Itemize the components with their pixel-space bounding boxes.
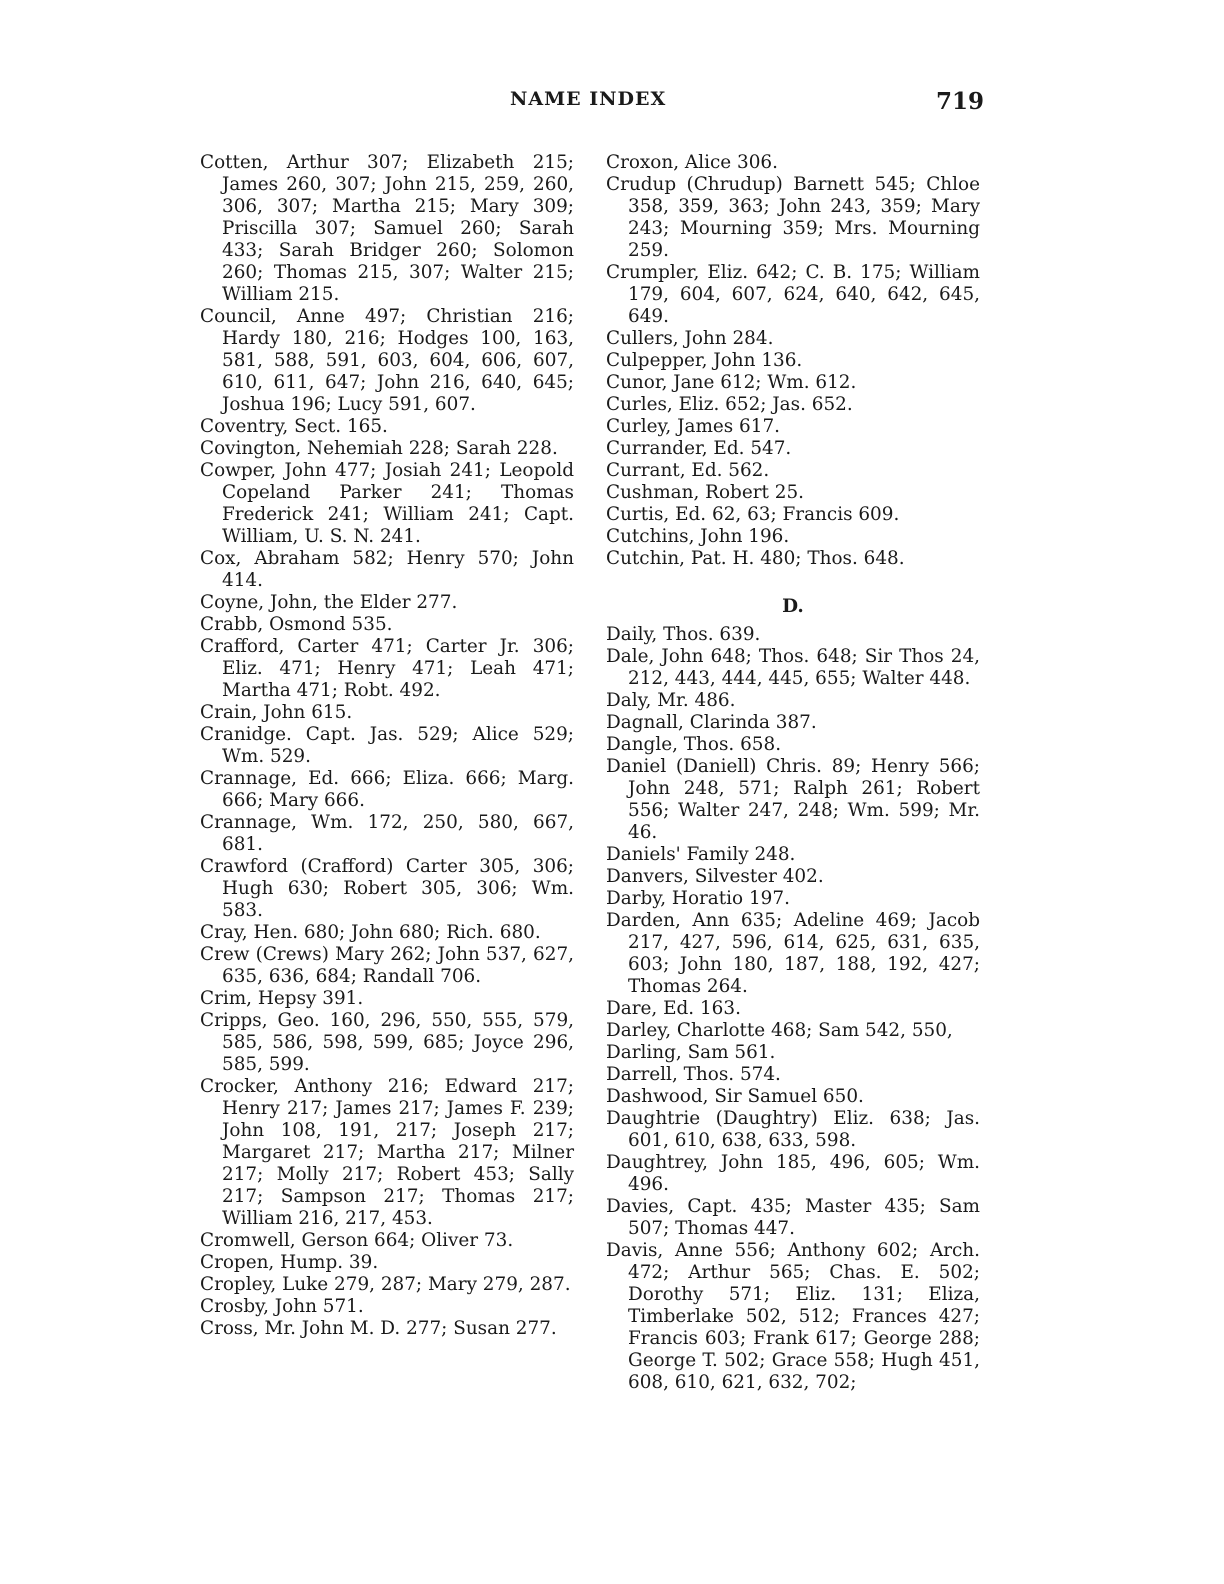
- index-entry: Cox, Abraham 582; Henry 570; John 414.: [200, 548, 574, 591]
- index-entry: Coyne, John, the Elder 277.: [200, 592, 458, 613]
- index-entry: Curles, Eliz. 652; Jas. 652.: [606, 394, 853, 415]
- index-entry: Daly, Mr. 486.: [606, 690, 736, 711]
- index-entry: Davis, Anne 556; Anthony 602; Arch. 472; Arthur 565; Chas. E. 502; Dorothy 571; Eliz. 131; Eliza, Timberlake 502, 512; Frances 427; Francis 603; Frank 617; George 288; George T. 502; Grace 558; Hugh 451, 608, 610, 621, 632, 702;: [606, 1240, 980, 1393]
- index-entry: Darling, Sam 561.: [606, 1042, 776, 1063]
- index-entry: Cunor, Jane 612; Wm. 612.: [606, 372, 857, 393]
- index-entry: Daughtrie (Daughtry) Eliz. 638; Jas. 601, 610, 638, 633, 598.: [606, 1108, 980, 1151]
- index-entry: Coventry, Sect. 165.: [200, 416, 388, 437]
- index-entry: Dagnall, Clarinda 387.: [606, 712, 817, 733]
- index-entry: Crawford (Crafford) Carter 305, 306; Hugh 630; Robert 305, 306; Wm. 583.: [200, 856, 574, 921]
- index-entry: Dashwood, Sir Samuel 650.: [606, 1086, 864, 1107]
- index-entry: Cutchins, John 196.: [606, 526, 790, 547]
- index-entry: Council, Anne 497; Christian 216; Hardy 180, 216; Hodges 100, 163, 581, 588, 591, 603, 604, 606, 607, 610, 611, 647; John 216, 640, 645; Joshua 196; Lucy 591, 607.: [200, 306, 574, 415]
- right-column: [606, 152, 980, 1394]
- index-entry: Darden, Ann 635; Adeline 469; Jacob 217, 427, 596, 614, 625, 631, 635, 603; John 180, 187, 188, 192, 427; Thomas 264.: [606, 910, 980, 997]
- index-entry: Cowper, John 477; Josiah 241; Leopold Copeland Parker 241; Thomas Frederick 241; William 241; Capt. William, U. S. N. 241.: [200, 460, 574, 547]
- index-entry: Crannage, Ed. 666; Eliza. 666; Marg. 666; Mary 666.: [200, 768, 574, 811]
- index-entry: Darrell, Thos. 574.: [606, 1064, 781, 1085]
- index-entry: Crafford, Carter 471; Carter Jr. 306; Eliz. 471; Henry 471; Leah 471; Martha 471; Robt. 492.: [200, 636, 574, 701]
- index-entry: Curley, James 617.: [606, 416, 781, 437]
- index-entry: Cutchin, Pat. H. 480; Thos. 648.: [606, 548, 905, 569]
- index-entry: Dale, John 648; Thos. 648; Sir Thos 24, 212, 443, 444, 445, 655; Walter 448.: [606, 646, 980, 689]
- index-entry: Darley, Charlotte 468; Sam 542, 550,: [606, 1020, 953, 1041]
- index-entry: Croxon, Alice 306.: [606, 152, 778, 173]
- index-entry: Currant, Ed. 562.: [606, 460, 770, 481]
- section-letter: D.: [782, 596, 804, 617]
- index-entry: Cripps, Geo. 160, 296, 550, 555, 579, 585, 586, 598, 599, 685; Joyce 296, 585, 599.: [200, 1010, 574, 1075]
- index-entry: Danvers, Silvester 402.: [606, 866, 824, 887]
- index-entry: Dangle, Thos. 658.: [606, 734, 782, 755]
- index-entry: Crabb, Osmond 535.: [200, 614, 393, 635]
- index-entry: Cropley, Luke 279, 287; Mary 279, 287.: [200, 1274, 571, 1295]
- index-entry: Currander, Ed. 547.: [606, 438, 792, 459]
- index-entry: Crew (Crews) Mary 262; John 537, 627, 635, 636, 684; Randall 706.: [200, 944, 574, 987]
- index-entry: Cushman, Robert 25.: [606, 482, 804, 503]
- index-entry: Crosby, John 571.: [200, 1296, 364, 1317]
- index-entry: Daily, Thos. 639.: [606, 624, 761, 645]
- page-number: 719: [936, 88, 985, 115]
- index-entry: Daniels' Family 248.: [606, 844, 796, 865]
- left-column: [200, 152, 574, 1340]
- index-entry: Crumpler, Eliz. 642; C. B. 175; William 179, 604, 607, 624, 640, 642, 645, 649.: [606, 262, 980, 327]
- index-entry: Crain, John 615.: [200, 702, 353, 723]
- index-entry: Dare, Ed. 163.: [606, 998, 741, 1019]
- index-entry: Cranidge. Capt. Jas. 529; Alice 529; Wm. 529.: [200, 724, 574, 767]
- right-column-top: [606, 152, 980, 570]
- index-entry: Cray, Hen. 680; John 680; Rich. 680.: [200, 922, 541, 943]
- running-head: NAME INDEX: [510, 88, 667, 110]
- right-column-bottom: [606, 624, 980, 1394]
- index-entry: Culpepper, John 136.: [606, 350, 803, 371]
- index-entry: Daniel (Daniell) Chris. 89; Henry 566; John 248, 571; Ralph 261; Robert 556; Walter 247, 248; Wm. 599; Mr. 46.: [606, 756, 980, 843]
- index-entry: Davies, Capt. 435; Master 435; Sam 507; Thomas 447.: [606, 1196, 980, 1239]
- index-entry: Cotten, Arthur 307; Elizabeth 215; James 260, 307; John 215, 259, 260, 306, 307; Martha 215; Mary 309; Priscilla 307; Samuel 260; Sarah 433; Sarah Bridger 260; Solomon 260; Thomas 215, 307; Walter 215; William 215.: [200, 152, 574, 305]
- index-entry: Crim, Hepsy 391.: [200, 988, 364, 1009]
- index-entry: Crocker, Anthony 216; Edward 217; Henry 217; James 217; James F. 239; John 108, 191, 217; Joseph 217; Margaret 217; Martha 217; Milner 217; Molly 217; Robert 453; Sally 217; Sampson 217; Thomas 217; William 216, 217, 453.: [200, 1076, 574, 1229]
- index-entry: Crannage, Wm. 172, 250, 580, 667, 681.: [200, 812, 574, 855]
- index-entry: Covington, Nehemiah 228; Sarah 228.: [200, 438, 558, 459]
- index-entry: Cromwell, Gerson 664; Oliver 73.: [200, 1230, 514, 1251]
- index-entry: Cullers, John 284.: [606, 328, 774, 349]
- index-entry: Cross, Mr. John M. D. 277; Susan 277.: [200, 1318, 557, 1339]
- index-entry: Darby, Horatio 197.: [606, 888, 790, 909]
- index-entry: Curtis, Ed. 62, 63; Francis 609.: [606, 504, 900, 525]
- index-entry: Cropen, Hump. 39.: [200, 1252, 379, 1273]
- index-entry: Crudup (Chrudup) Barnett 545; Chloe 358, 359, 363; John 243, 359; Mary 243; Mourning 359; Mrs. Mourning 259.: [606, 174, 980, 261]
- index-entry: Daughtrey, John 185, 496, 605; Wm. 496.: [606, 1152, 980, 1195]
